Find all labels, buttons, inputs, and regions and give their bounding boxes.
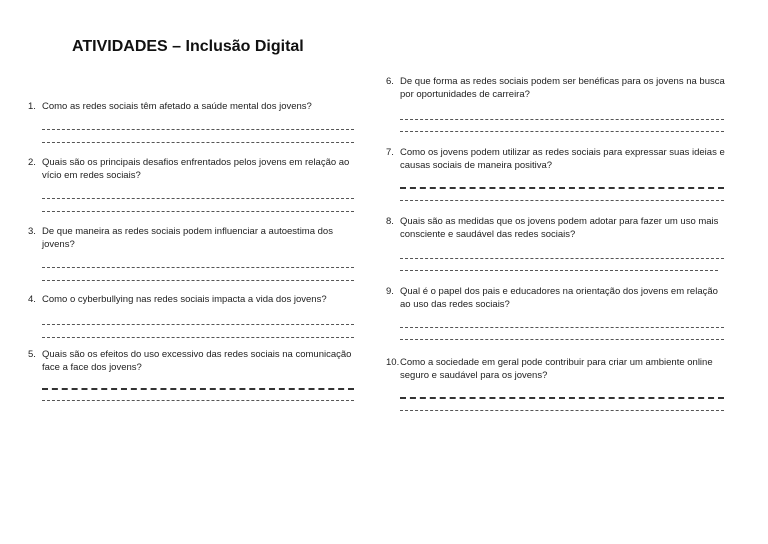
question-number: 1. xyxy=(28,101,36,112)
question-text: De que maneira as redes sociais podem influenciar a autoestima dos jovens? xyxy=(42,226,333,250)
answer-line[interactable] xyxy=(42,267,354,268)
question-3 xyxy=(28,226,358,281)
question-number: 7. xyxy=(386,147,394,158)
answer-line[interactable] xyxy=(400,131,724,132)
answer-line[interactable] xyxy=(400,410,724,411)
question-number: 8. xyxy=(386,216,394,227)
question-number: 2. xyxy=(28,157,36,168)
question-number: 6. xyxy=(386,76,394,87)
question-2 xyxy=(28,157,358,212)
answer-line[interactable] xyxy=(400,200,724,201)
answer-line[interactable] xyxy=(400,339,724,340)
question-text: Quais são os efeitos do uso excessivo das redes sociais na comunicação face a face dos jovens? xyxy=(42,349,352,373)
answer-line[interactable] xyxy=(400,187,724,189)
answer-line[interactable] xyxy=(42,280,354,281)
question-7 xyxy=(386,147,728,201)
answer-line[interactable] xyxy=(42,198,354,199)
question-text: Como as redes sociais têm afetado a saúde mental dos jovens? xyxy=(42,101,312,112)
answer-line[interactable] xyxy=(400,327,724,328)
answer-line[interactable] xyxy=(42,388,354,390)
question-9 xyxy=(386,286,728,340)
answer-line[interactable] xyxy=(42,129,354,130)
question-4 xyxy=(28,294,358,338)
question-text: Qual é o papel dos pais e educadores na orientação dos jovens em relação ao uso das redes sociais? xyxy=(400,286,718,310)
question-1 xyxy=(28,101,358,143)
question-5 xyxy=(28,349,358,401)
answer-line[interactable] xyxy=(42,211,354,212)
answer-line[interactable] xyxy=(42,324,354,325)
answer-line[interactable] xyxy=(400,270,718,271)
question-number: 5. xyxy=(28,349,36,360)
question-10 xyxy=(386,357,728,411)
question-number: 10. xyxy=(386,357,400,368)
question-text: Como a sociedade em geral pode contribuir para criar um ambiente online seguro e saudável para os jovens? xyxy=(400,357,713,381)
answer-line[interactable] xyxy=(42,337,354,338)
answer-line[interactable] xyxy=(400,119,724,120)
answer-line[interactable] xyxy=(400,397,724,399)
answer-line[interactable] xyxy=(42,142,354,143)
question-number: 4. xyxy=(28,294,36,305)
question-number: 3. xyxy=(28,226,36,237)
question-number: 9. xyxy=(386,286,394,297)
question-6 xyxy=(386,76,728,132)
question-text: Como os jovens podem utilizar as redes sociais para expressar suas ideias e causas sociais de maneira positiva? xyxy=(400,147,725,171)
question-text: Quais são as medidas que os jovens podem adotar para fazer um uso mais consciente e saudável das redes sociais? xyxy=(400,216,719,240)
question-8 xyxy=(386,216,728,271)
page-title: ATIVIDADES – Inclusão Digital xyxy=(72,38,304,55)
question-text: Como o cyberbullying nas redes sociais impacta a vida dos jovens? xyxy=(42,294,327,305)
question-text: De que forma as redes sociais podem ser benéficas para os jovens na busca por oportunidades de carreira? xyxy=(400,76,725,100)
question-text: Quais são os principais desafios enfrentados pelos jovens em relação ao vício em redes sociais? xyxy=(42,157,350,181)
answer-line[interactable] xyxy=(42,400,354,401)
answer-line[interactable] xyxy=(400,258,724,259)
